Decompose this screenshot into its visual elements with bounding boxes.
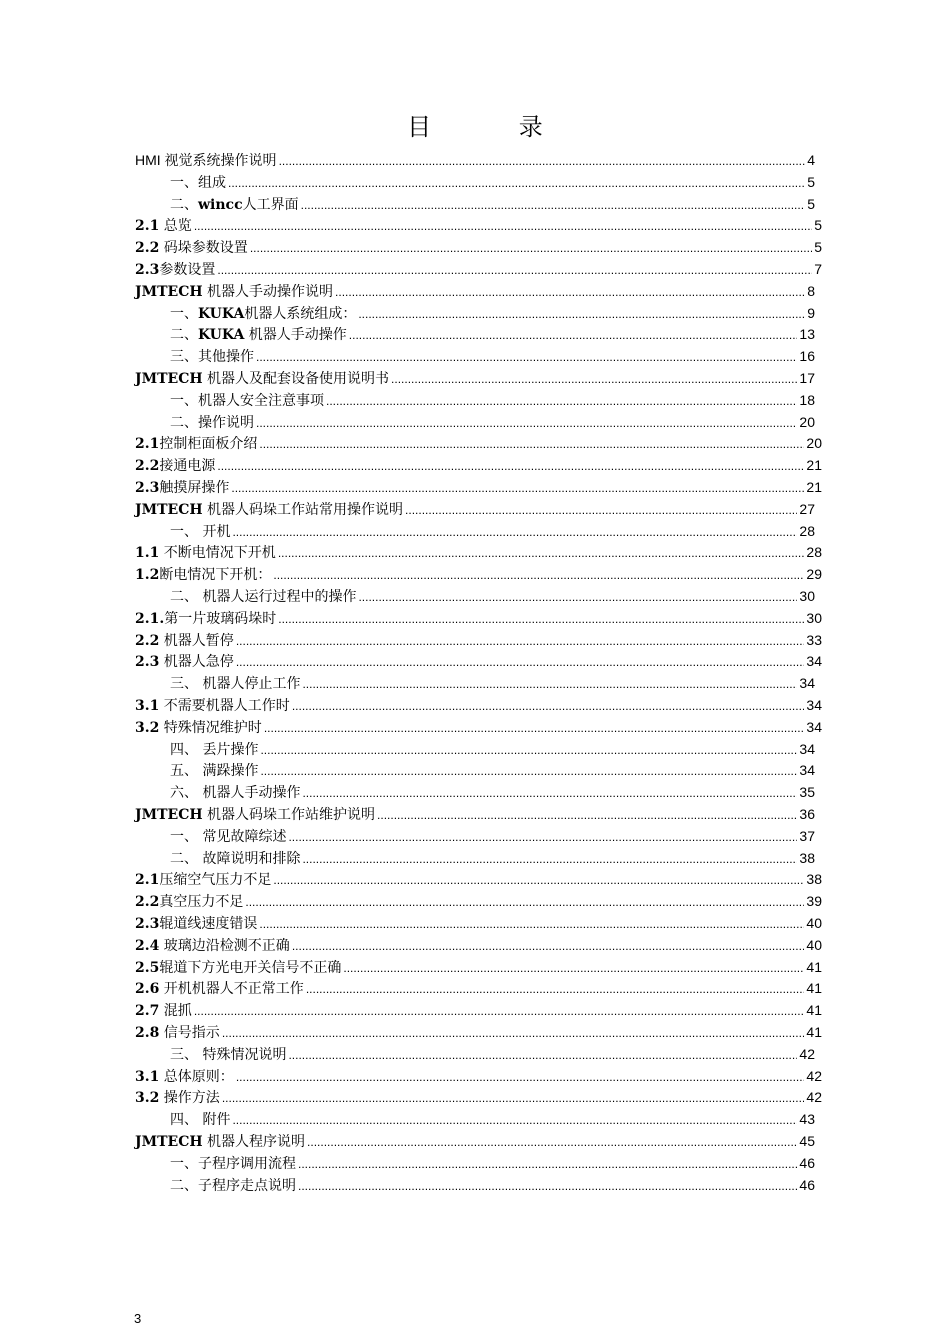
toc-entry[interactable]: [170, 1045, 815, 1064]
toc-leader-dots: [405, 501, 797, 519]
toc-entry-page: 41: [806, 1024, 822, 1040]
toc-entry-label: 一、KUKA机器人系统组成：: [170, 305, 357, 322]
toc-entry-page: 20: [806, 435, 822, 452]
toc-entry-page: 5: [814, 239, 822, 256]
toc-entry[interactable]: [170, 740, 815, 759]
toc-entry-page: 13: [799, 326, 815, 343]
toc-entry[interactable]: [135, 1023, 822, 1042]
toc-entry-label: 一、组成: [170, 174, 226, 191]
toc-leader-dots: [236, 632, 805, 650]
toc-entry-page: 30: [799, 588, 815, 604]
toc-leader-dots: [302, 675, 797, 693]
toc-entry[interactable]: [135, 260, 822, 279]
toc-leader-dots: [256, 348, 797, 366]
toc-entry-label: 四、 附件: [170, 1112, 231, 1129]
toc-leader-dots: [335, 283, 805, 301]
toc-entry-label: 三、其他操作: [170, 349, 254, 366]
toc-entry-label: JMTECH 机器人码垛工作站常用操作说明: [135, 501, 404, 518]
toc-entry-label: 2.1控制柜面板介绍: [135, 436, 258, 453]
toc-leader-dots: [358, 588, 797, 606]
toc-entry-label: 2.2 码垛参数设置: [135, 240, 248, 257]
toc-entry-page: 28: [806, 544, 822, 561]
toc-leader-dots: [288, 828, 797, 846]
toc-entry-page: 35: [799, 784, 815, 801]
toc-leader-dots: [232, 523, 797, 541]
toc-leader-dots: [236, 1068, 805, 1086]
toc-entry[interactable]: [135, 914, 822, 933]
toc-entry-label: 二、wincc人工界面: [170, 196, 299, 213]
toc-leader-dots: [288, 1046, 797, 1064]
toc-entry[interactable]: [170, 849, 815, 868]
toc-entry-page: 40: [806, 936, 822, 953]
toc-entry-page: 4: [807, 152, 815, 168]
toc-entry-page: 34: [806, 718, 822, 735]
toc-entry[interactable]: [135, 718, 822, 737]
toc-entry-label: 2.6 开机机器人不正常工作: [135, 981, 304, 998]
toc-entry-page: 34: [806, 653, 822, 670]
toc-entry-label: HMI 视觉系统操作说明: [135, 152, 277, 168]
toc-leader-dots: [260, 741, 797, 759]
toc-entry-page: 43: [799, 1111, 815, 1128]
toc-leader-dots: [298, 1155, 797, 1173]
toc-leader-dots: [222, 1089, 805, 1107]
toc-entry[interactable]: [135, 979, 822, 998]
toc-entry-label: 三、 特殊情况说明: [170, 1046, 287, 1063]
toc-leader-dots: [278, 610, 804, 628]
toc-entry[interactable]: [170, 522, 815, 541]
toc-entry[interactable]: [135, 609, 822, 628]
toc-entry[interactable]: [135, 478, 822, 497]
toc-entry-label: 2.3辊道线速度错误: [135, 916, 258, 932]
toc-entry[interactable]: [135, 631, 822, 650]
toc-entry-label: 2.1压缩空气压力不足: [135, 872, 272, 889]
toc-entry[interactable]: [170, 173, 815, 192]
toc-entry-page: 21: [806, 479, 822, 495]
toc-leader-dots: [279, 152, 806, 170]
toc-entry-page: 41: [806, 1002, 822, 1019]
toc-leader-dots: [377, 806, 797, 824]
toc-entry-label: 2.3 机器人急停: [135, 654, 234, 671]
toc-entry-page: 42: [806, 1089, 822, 1106]
toc-entry-page: 9: [807, 304, 815, 321]
toc-entry[interactable]: [135, 696, 822, 715]
toc-entry-page: 27: [799, 500, 815, 517]
toc-entry-label: 2.2 机器人暂停: [135, 632, 234, 649]
toc-entry[interactable]: [135, 216, 822, 235]
toc-entry-label: 一、 开机: [170, 523, 231, 540]
toc-leader-dots: [343, 959, 804, 977]
toc-entry-page: 5: [814, 217, 822, 234]
page-title: 目 录: [407, 113, 583, 141]
toc-entry-page: 20: [799, 413, 815, 430]
toc-entry-page: 40: [806, 915, 822, 931]
toc-leader-dots: [232, 1111, 797, 1129]
toc-leader-dots: [273, 871, 804, 889]
toc-entry-page: 41: [806, 958, 822, 975]
toc-entry[interactable]: [170, 1154, 815, 1173]
toc-entry-label: 3.2 操作方法: [135, 1090, 220, 1107]
toc-entry-page: 45: [799, 1133, 815, 1149]
toc-leader-dots: [217, 457, 804, 475]
toc-entry-page: 5: [807, 195, 815, 212]
toc-leader-dots: [194, 1002, 805, 1020]
toc-leader-dots: [292, 697, 805, 715]
toc-entry[interactable]: [135, 565, 822, 584]
toc-entry-label: 2.8 信号指示: [135, 1025, 220, 1041]
toc-entry-page: 34: [799, 675, 815, 692]
toc-entry[interactable]: [135, 870, 822, 889]
toc-leader-dots: [292, 937, 805, 955]
toc-entry-label: JMTECH 机器人手动操作说明: [135, 283, 334, 300]
toc-leader-dots: [217, 261, 812, 279]
toc-entry[interactable]: [135, 434, 822, 453]
toc-entry-page: 42: [806, 1067, 822, 1084]
toc-entry-label: 2.2接通电源: [135, 458, 216, 475]
toc-entry-page: 7: [814, 261, 822, 277]
toc-entry[interactable]: [135, 892, 822, 911]
toc-leader-dots: [273, 566, 804, 584]
toc-entry-label: 2.1 总览: [135, 218, 192, 235]
toc-leader-dots: [349, 326, 798, 344]
toc-entry[interactable]: [135, 652, 822, 671]
toc-leader-dots: [245, 893, 804, 911]
toc-leader-dots: [250, 239, 812, 257]
toc-entry-label: JMTECH 机器人及配套设备使用说明书: [135, 371, 390, 387]
toc-leader-dots: [259, 435, 804, 453]
toc-entry[interactable]: [135, 936, 822, 955]
toc-leader-dots: [358, 305, 805, 323]
toc-entry[interactable]: [135, 1088, 822, 1107]
toc-entry-page: 46: [799, 1176, 815, 1193]
toc-entry-page: 30: [806, 609, 822, 626]
toc-entry[interactable]: [170, 347, 815, 366]
toc-entry-label: 2.5辊道下方光电开关信号不正确: [135, 959, 342, 976]
toc-entry[interactable]: [135, 238, 822, 257]
toc-entry[interactable]: [170, 325, 815, 344]
toc-entry[interactable]: [135, 151, 815, 170]
toc-entry[interactable]: [170, 587, 815, 606]
toc-entry[interactable]: [135, 958, 822, 977]
toc-entry[interactable]: [170, 674, 815, 693]
toc-entry-page: 39: [806, 893, 822, 910]
toc-entry-page: 37: [799, 827, 815, 844]
toc-leader-dots: [228, 174, 805, 192]
toc-entry[interactable]: [135, 1067, 822, 1086]
toc-leader-dots: [194, 217, 812, 235]
toc-leader-dots: [306, 980, 805, 998]
toc-entry-label: 2.3触摸屏操作: [135, 480, 230, 496]
toc-entry-label: 一、 常见故障综述: [170, 828, 287, 845]
toc-entry-page: 5: [807, 173, 815, 190]
toc-entry-label: 3.1 不需要机器人工作时: [135, 698, 290, 714]
toc-entry-label: 五、 满跺操作: [170, 763, 259, 780]
toc-entry-label: 一、机器人安全注意事项: [170, 392, 324, 409]
toc-entry-page: 8: [807, 282, 815, 299]
toc-entry[interactable]: [170, 195, 815, 214]
toc-leader-dots: [264, 719, 805, 737]
toc-entry-label: 2.3参数设置: [135, 262, 216, 278]
toc-entry-label: JMTECH 机器人程序说明: [135, 1134, 306, 1150]
toc-entry-page: 41: [806, 980, 822, 997]
toc-entry[interactable]: [135, 500, 815, 519]
toc-leader-dots: [231, 479, 804, 497]
toc-entry-page: 34: [799, 762, 815, 779]
toc-entry-page: 46: [799, 1154, 815, 1171]
toc-entry[interactable]: [135, 369, 815, 388]
toc-leader-dots: [307, 1133, 797, 1151]
toc-entry-label: 2.4 玻璃边沿检测不正确: [135, 937, 290, 954]
toc-entry-label: 3.2 特殊情况维护时: [135, 719, 262, 736]
toc-entry-label: 四、 丢片操作: [170, 741, 259, 758]
toc-entry-label: 3.1 总体原则：: [135, 1068, 234, 1085]
toc-entry[interactable]: [170, 413, 815, 432]
toc-entry-page: 18: [799, 391, 815, 408]
toc-entry[interactable]: [135, 543, 822, 562]
toc-leader-dots: [298, 1177, 797, 1195]
toc-entry[interactable]: [135, 805, 815, 824]
toc-entry-page: 34: [806, 697, 822, 713]
toc-entry[interactable]: [170, 827, 815, 846]
toc-entry[interactable]: [135, 1132, 815, 1151]
toc-leader-dots: [256, 414, 797, 432]
toc-entry[interactable]: [135, 456, 822, 475]
toc-entry-page: 29: [806, 566, 822, 583]
toc-leader-dots: [259, 915, 804, 933]
toc-entry-page: 36: [799, 806, 815, 822]
toc-leader-dots: [302, 850, 797, 868]
toc-entry-page: 17: [799, 370, 815, 386]
toc-entry-label: 1.2断电情况下开机：: [135, 567, 272, 584]
toc-entry-label: 三、 机器人停止工作: [170, 676, 301, 693]
toc-entry-label: 2.1.第一片玻璃码垛时: [135, 610, 277, 627]
toc-entry-page: 21: [806, 457, 822, 474]
toc-entry[interactable]: [170, 761, 815, 780]
page-number: 3: [134, 1311, 142, 1326]
toc-leader-dots: [326, 392, 797, 410]
toc-leader-dots: [391, 370, 797, 388]
toc-entry[interactable]: [170, 391, 815, 410]
toc-entry[interactable]: [135, 1001, 822, 1020]
toc-entry-label: 二、KUKA 机器人手动操作: [170, 327, 347, 344]
toc-entry-label: 一、子程序调用流程: [170, 1155, 296, 1172]
toc-entry[interactable]: [170, 304, 815, 323]
toc-entry[interactable]: [170, 1110, 815, 1129]
toc-entry-label: 六、 机器人手动操作: [170, 785, 301, 802]
toc-entry-label: 2.2真空压力不足: [135, 894, 244, 911]
toc-entry-page: 38: [799, 849, 815, 866]
toc-entry-label: 1.1 不断电情况下开机: [135, 545, 276, 562]
toc-leader-dots: [236, 653, 805, 671]
toc-entry-page: 33: [806, 631, 822, 648]
toc-entry-page: 38: [806, 871, 822, 888]
toc-leader-dots: [278, 544, 805, 562]
toc-entry-label: JMTECH 机器人码垛工作站维护说明: [135, 807, 376, 823]
toc-leader-dots: [260, 762, 797, 780]
toc-entry-page: 34: [799, 740, 815, 757]
toc-entry-page: 42: [799, 1045, 815, 1062]
toc-entry-label: 二、 故障说明和排除: [170, 850, 301, 867]
toc-leader-dots: [222, 1024, 805, 1042]
toc-entry-label: 二、子程序走点说明: [170, 1177, 296, 1194]
toc-entry-page: 16: [799, 348, 815, 365]
toc-entry-page: 28: [799, 522, 815, 539]
toc-entry-label: 2.7 混抓: [135, 1003, 192, 1020]
toc-entry-label: 二、 机器人运行过程中的操作: [170, 589, 357, 605]
toc-leader-dots: [301, 196, 806, 214]
toc-leader-dots: [302, 784, 797, 802]
toc-entry[interactable]: [135, 282, 815, 301]
toc-entry[interactable]: [170, 783, 815, 802]
toc-entry[interactable]: [170, 1176, 815, 1195]
toc-entry-label: 二、操作说明: [170, 414, 254, 431]
